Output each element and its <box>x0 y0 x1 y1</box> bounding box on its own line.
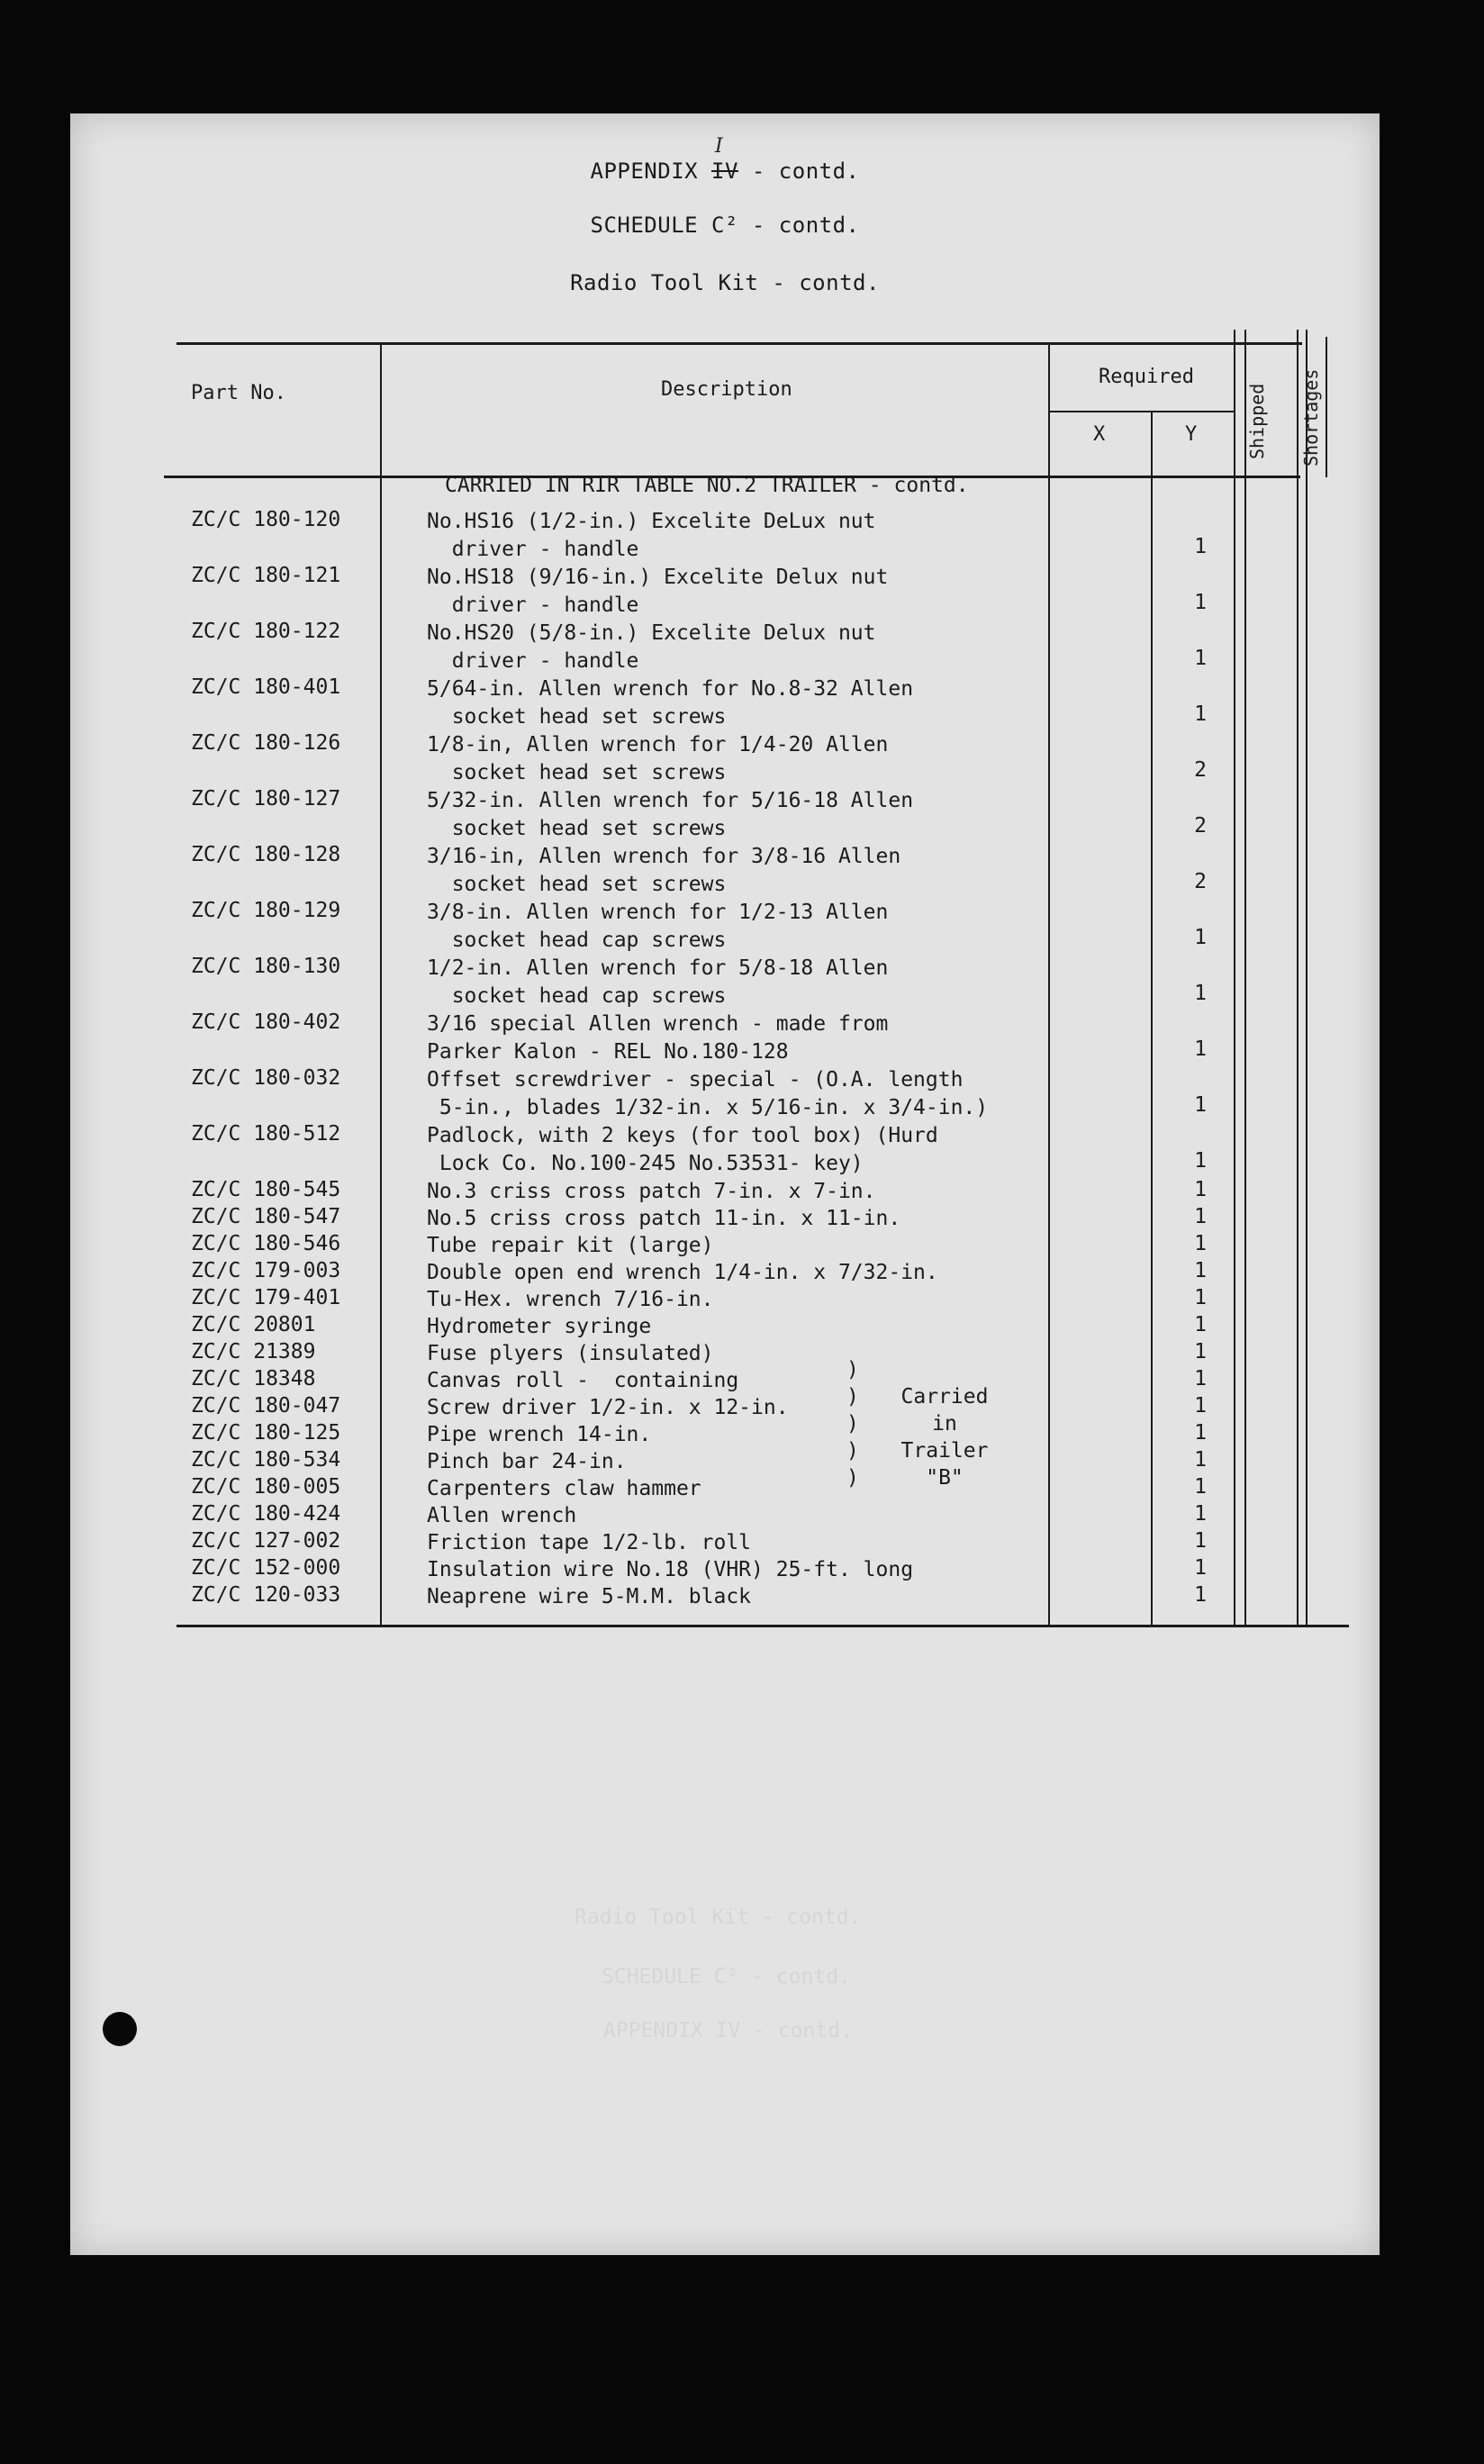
quantity-y-cell: 1 <box>1194 1340 1207 1363</box>
part-number-cell: ZC/C 179-003 <box>191 1259 341 1282</box>
required-shipped-divider <box>1234 330 1235 1626</box>
part-number-cell: ZC/C 180-121 <box>191 564 341 587</box>
bleed-through-text: APPENDIX IV - contd. <box>603 2019 853 2043</box>
description-cell: No.HS16 (1/2-in.) Excelite DeLux nut driver - handle <box>427 510 876 561</box>
part-number-cell: ZC/C 180-546 <box>191 1232 341 1255</box>
part-number-cell: ZC/C 152-000 <box>191 1556 341 1580</box>
part-number-cell: ZC/C 21389 <box>191 1340 316 1363</box>
quantity-y-cell: 2 <box>1194 758 1207 782</box>
punch-hole-blot <box>103 2012 137 2046</box>
quantity-y-cell: 1 <box>1194 1556 1207 1580</box>
quantity-y-cell: 1 <box>1194 1583 1207 1607</box>
part-number-cell: ZC/C 180-032 <box>191 1066 341 1090</box>
bracket-paren: ) <box>846 1385 859 1409</box>
part-number-cell: ZC/C 180-128 <box>191 843 341 866</box>
part-number-cell: ZC/C 18348 <box>191 1367 316 1391</box>
quantity-y-cell: 1 <box>1194 1475 1207 1499</box>
bracket-note-line: Trailer <box>900 1439 989 1463</box>
bracket-paren: ) <box>846 1358 859 1381</box>
description-cell: Tube repair kit (large) <box>427 1234 714 1257</box>
quantity-y-cell: 2 <box>1194 870 1207 893</box>
quantity-y-cell: 1 <box>1194 1394 1207 1418</box>
required-sub-rule <box>1048 411 1234 412</box>
part-number-cell: ZC/C 180-545 <box>191 1178 341 1201</box>
description-cell: 5/32-in. Allen wrench for 5/16-18 Allen socket head set screws <box>427 789 914 840</box>
quantity-y-cell: 1 <box>1194 1178 1207 1201</box>
quantity-y-cell: 1 <box>1194 1421 1207 1445</box>
kit-heading: Radio Tool Kit - contd. <box>570 270 880 295</box>
part-number-cell: ZC/C 20801 <box>191 1313 316 1336</box>
quantity-y-cell: 1 <box>1194 1259 1207 1282</box>
description-cell: Pinch bar 24-in. <box>427 1450 627 1473</box>
quantity-y-cell: 1 <box>1194 1232 1207 1255</box>
part-number-cell: ZC/C 180-401 <box>191 675 341 699</box>
column-description: Description <box>661 378 792 401</box>
quantity-y-cell: 1 <box>1194 1205 1207 1228</box>
description-cell: Hydrometer syringe <box>427 1315 652 1338</box>
quantity-y-cell: 1 <box>1194 591 1207 614</box>
section-subheading: CARRIED IN RIR TABLE NO.2 TRAILER - contd. <box>445 474 969 497</box>
description-cell: No.HS20 (5/8-in.) Excelite Delux nut driver - handle <box>427 621 876 673</box>
bracket-paren: ) <box>846 1466 859 1490</box>
column-part-no: Part No. <box>191 382 286 404</box>
description-cell: 3/8-in. Allen wrench for 1/2-13 Allen socket head cap screws <box>427 901 889 952</box>
quantity-y-cell: 1 <box>1194 1448 1207 1472</box>
part-number-cell: ZC/C 180-127 <box>191 787 341 811</box>
description-cell: 3/16-in, Allen wrench for 3/8-16 Allen socket head set screws <box>427 845 901 896</box>
bracket-paren: ) <box>846 1439 859 1463</box>
description-cell: 1/2-in. Allen wrench for 5/8-18 Allen socket head cap screws <box>427 956 889 1008</box>
description-cell: Padlock, with 2 keys (for tool box) (Hurd Lock Co. No.100-245 No.53531- key) <box>427 1124 938 1175</box>
schedule-heading: SCHEDULE C² - contd. <box>590 213 860 238</box>
quantity-y-cell: 1 <box>1194 1286 1207 1309</box>
quantity-y-cell: 1 <box>1194 702 1207 726</box>
part-number-cell: ZC/C 180-005 <box>191 1475 341 1499</box>
part-number-cell: ZC/C 180-547 <box>191 1205 341 1228</box>
quantity-y-cell: 1 <box>1194 982 1207 1005</box>
part-number-cell: ZC/C 180-130 <box>191 955 341 978</box>
bleed-through-text: SCHEDULE C² - contd. <box>602 1965 851 1988</box>
description-cell: 5/64-in. Allen wrench for No.8-32 Allen socket head set screws <box>427 677 914 729</box>
bracket-note-line: in <box>932 1412 957 1436</box>
description-cell: No.HS18 (9/16-in.) Excelite Delux nut driver - handle <box>427 566 889 617</box>
description-cell: No.3 criss cross patch 7-in. x 7-in. <box>427 1180 876 1203</box>
column-x: X <box>1093 423 1106 446</box>
column-y: Y <box>1185 423 1198 446</box>
quantity-y-cell: 1 <box>1194 647 1207 670</box>
quantity-y-cell: 1 <box>1194 926 1207 949</box>
quantity-y-cell: 1 <box>1194 1313 1207 1336</box>
bracket-note-line: Carried <box>900 1385 989 1409</box>
description-cell: 3/16 special Allen wrench - made from Parker Kalon - REL No.180-128 <box>427 1012 889 1064</box>
description-cell: Fuse plyers (insulated) <box>427 1342 714 1365</box>
part-number-cell: ZC/C 180-534 <box>191 1448 341 1472</box>
header-right-edge <box>1326 337 1327 477</box>
description-cell: Offset screwdriver - special - (O.A. length 5-in., blades 1/32-in. x 5/16-in. x 3/4-in.) <box>427 1068 989 1119</box>
description-cell: Allen wrench <box>427 1504 577 1527</box>
x-y-divider <box>1151 411 1153 1626</box>
quantity-y-cell: 1 <box>1194 535 1207 558</box>
part-number-cell: ZC/C 180-512 <box>191 1122 341 1146</box>
part-number-cell: ZC/C 120-033 <box>191 1583 341 1607</box>
column-shortages: Shortages <box>1300 368 1322 467</box>
part-number-cell: ZC/C 180-125 <box>191 1421 341 1445</box>
handwritten-numeral: I <box>715 135 724 158</box>
quantity-y-cell: 1 <box>1194 1367 1207 1391</box>
part-number-cell: ZC/C 180-424 <box>191 1502 341 1526</box>
description-cell: Friction tape 1/2-lb. roll <box>427 1531 752 1554</box>
quantity-y-cell: 1 <box>1194 1529 1207 1553</box>
quantity-y-cell: 2 <box>1194 814 1207 838</box>
quantity-y-cell: 1 <box>1194 1093 1207 1117</box>
description-cell: Insulation wire No.18 (VHR) 25-ft. long <box>427 1558 914 1581</box>
appendix-heading: APPENDIX IV I - contd. <box>590 135 860 184</box>
struck-numeral: IV I <box>711 135 738 184</box>
table-bottom-rule <box>176 1625 1349 1627</box>
part-number-cell: ZC/C 180-402 <box>191 1010 341 1034</box>
description-cell: Carpenters claw hammer <box>427 1477 701 1500</box>
part-number-cell: ZC/C 180-126 <box>191 731 341 755</box>
description-cell: Pipe wrench 14-in. <box>427 1423 652 1446</box>
quantity-y-cell: 1 <box>1194 1149 1207 1173</box>
column-shipped: Shipped <box>1246 383 1268 459</box>
bracket-note-line: "B" <box>926 1466 964 1490</box>
part-number-cell: ZC/C 180-047 <box>191 1394 341 1418</box>
description-cell: No.5 criss cross patch 11-in. x 11-in. <box>427 1207 901 1230</box>
part-number-cell: ZC/C 127-002 <box>191 1529 341 1553</box>
description-cell: 1/8-in, Allen wrench for 1/4-20 Allen socket head set screws <box>427 733 889 784</box>
quantity-y-cell: 1 <box>1194 1037 1207 1061</box>
quantity-y-cell: 1 <box>1194 1502 1207 1526</box>
column-required: Required <box>1099 366 1194 388</box>
description-cell: Screw driver 1/2-in. x 12-in. <box>427 1396 789 1419</box>
shortages-right-edge <box>1306 330 1308 1626</box>
part-number-cell: ZC/C 180-129 <box>191 899 341 922</box>
table-top-rule <box>176 342 1302 345</box>
description-cell: Double open end wrench 1/4-in. x 7/32-in. <box>427 1261 938 1284</box>
description-cell: Tu-Hex. wrench 7/16-in. <box>427 1288 714 1311</box>
part-number-cell: ZC/C 180-120 <box>191 508 341 531</box>
part-number-cell: ZC/C 180-122 <box>191 620 341 643</box>
shipped-shortages-divider-2 <box>1297 330 1298 1626</box>
bracket-paren: ) <box>846 1412 859 1436</box>
document-page <box>70 113 1380 2255</box>
bleed-through-text: Radio Tool Kit - contd. <box>575 1906 862 1929</box>
description-cell: Canvas roll - containing <box>427 1369 739 1392</box>
part-desc-divider <box>380 342 382 1626</box>
description-cell: Neaprene wire 5-M.M. black <box>427 1585 752 1608</box>
shipped-shortages-divider <box>1244 330 1246 1626</box>
part-number-cell: ZC/C 179-401 <box>191 1286 341 1309</box>
